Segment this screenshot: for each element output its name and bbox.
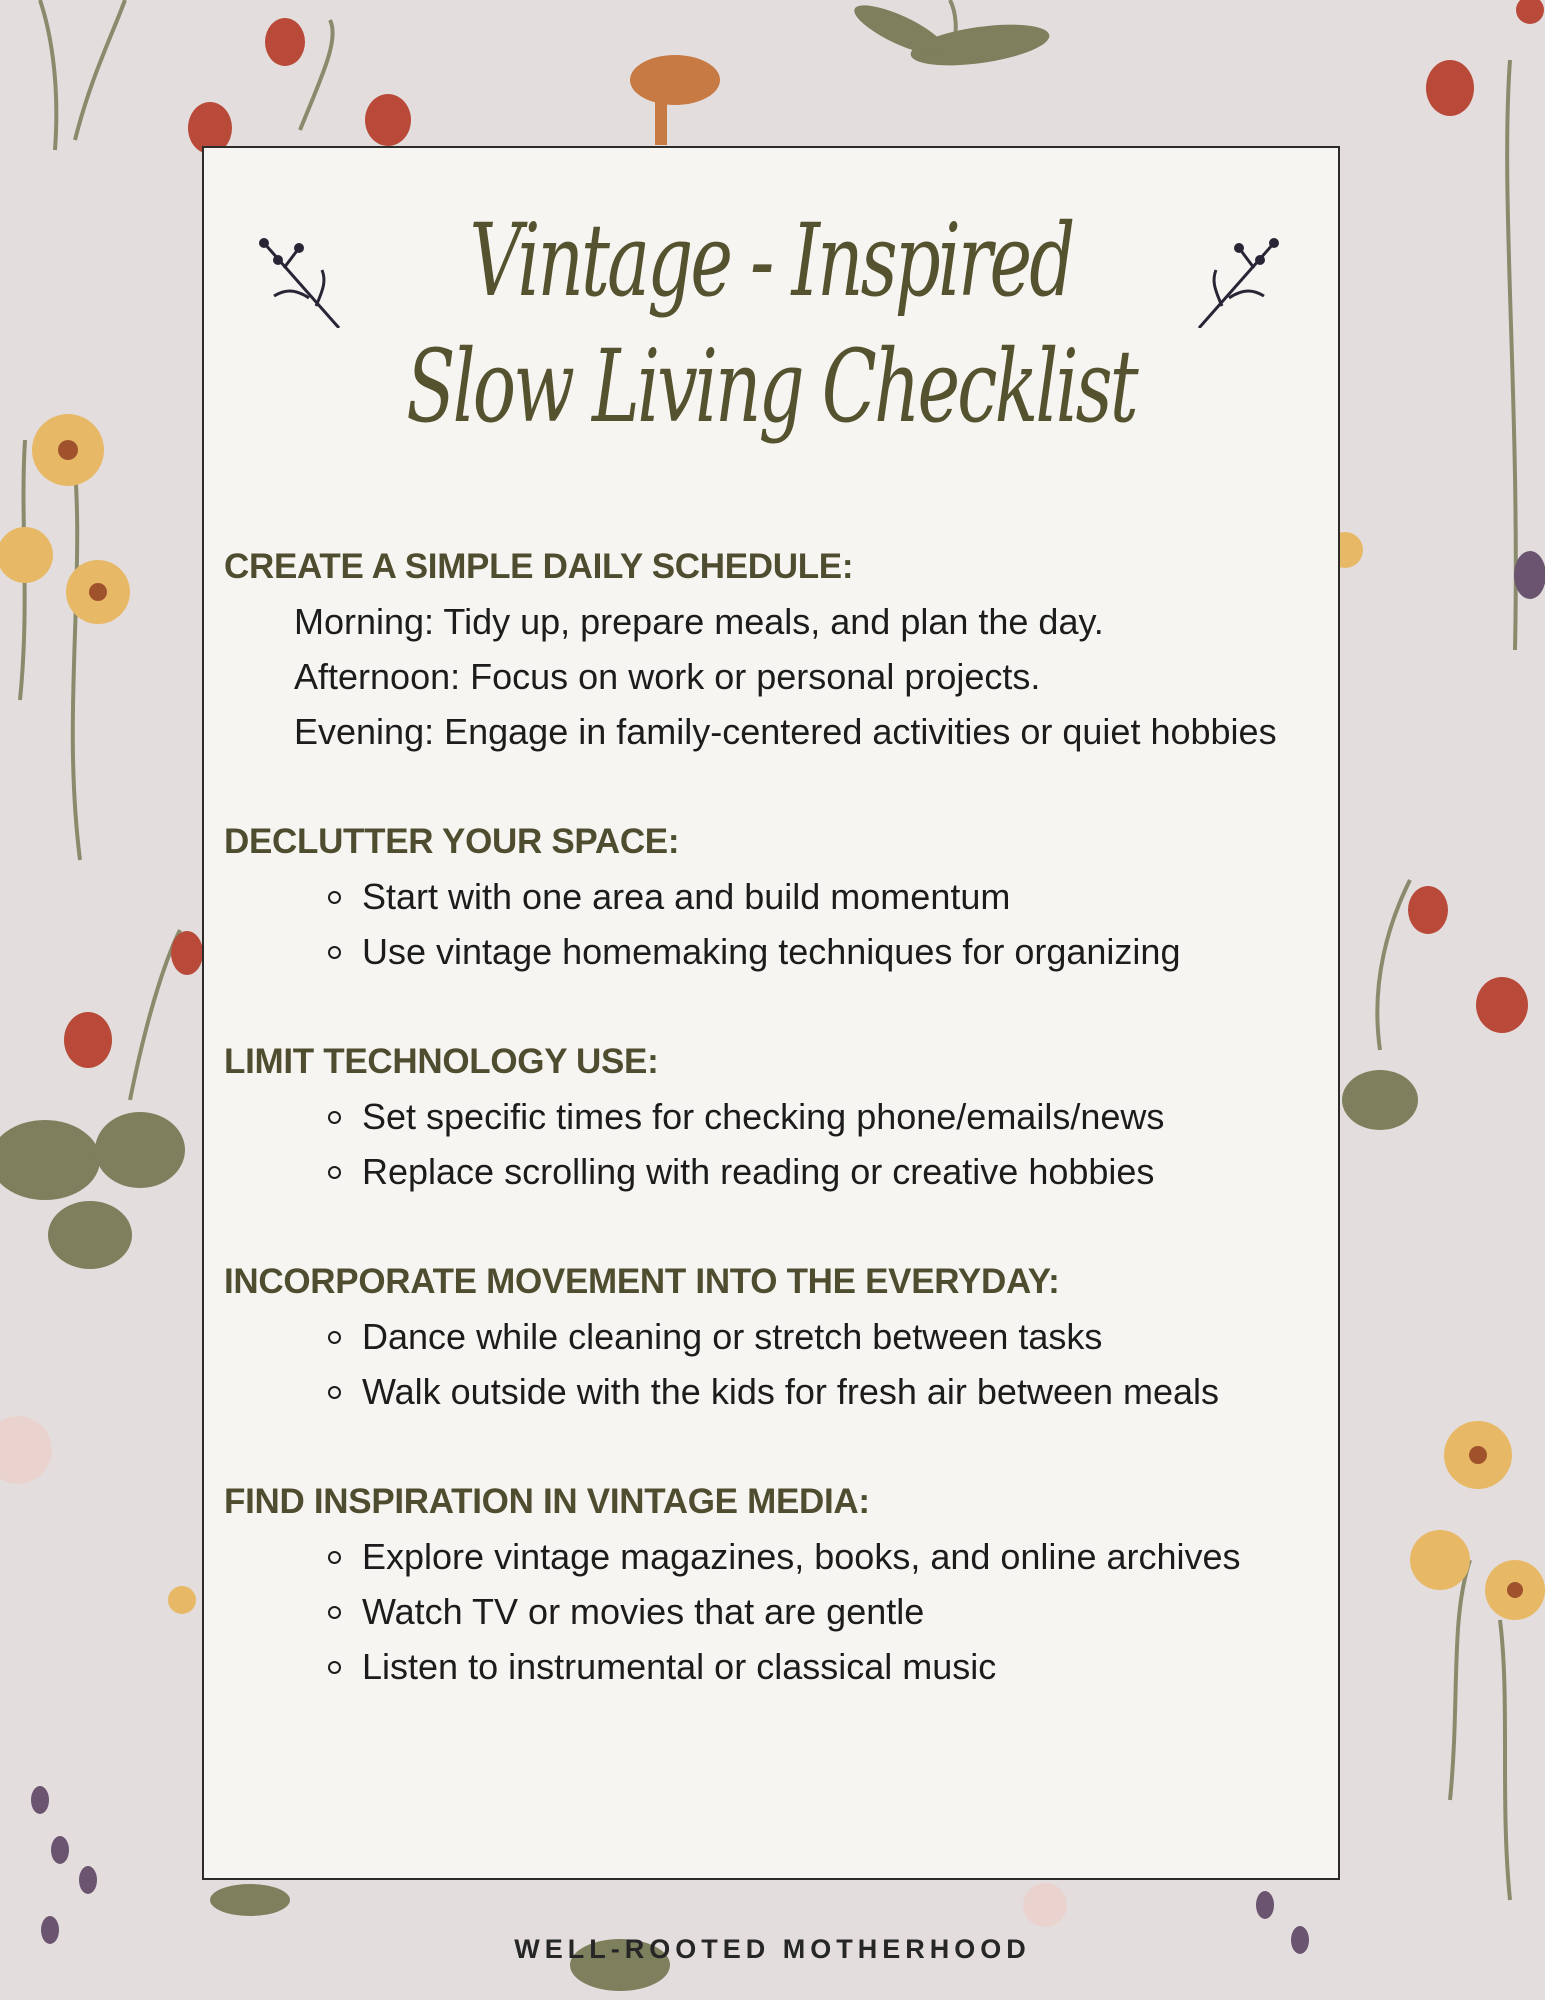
sprig-icon [254,228,344,328]
bullet-list [224,1089,1324,1199]
checklist-card [202,146,1340,1880]
section-limit-technology [224,1035,1324,1199]
list-item: Explore vintage magazines, books, and online archives [362,1529,1324,1584]
bullet-list [224,1529,1324,1694]
list-item: Use vintage homemaking techniques for organizing [362,924,1324,979]
section-heading: LIMIT TECHNOLOGY USE: [224,1042,659,1081]
list-item: Start with one area and build momentum [362,869,1324,924]
section-heading: DECLUTTER YOUR SPACE: [224,822,680,861]
list-item: Morning: Tidy up, prepare meals, and plan the day. [294,601,1104,642]
section-movement [224,1255,1324,1419]
section-vintage-media [224,1475,1324,1694]
list-item: Evening: Engage in family-centered activities or quiet hobbies [294,711,1277,752]
checklist-content [224,540,1324,1750]
page-title [363,198,1179,450]
footer-brand: WELL-ROOTED MOTHERHOOD [514,1934,1031,1964]
list-item: Listen to instrumental or classical music [362,1639,1324,1694]
section-heading: INCORPORATE MOVEMENT INTO THE EVERYDAY: [224,1262,1060,1301]
title-line-1: Vintage - Inspired [469,202,1073,319]
title-line-2: Slow Living Checklist [406,328,1136,445]
list-item: Afternoon: Focus on work or personal projects. [294,656,1041,697]
section-declutter [224,815,1324,979]
list-item: Dance while cleaning or stretch between tasks [362,1309,1324,1364]
section-daily-schedule [224,540,1324,759]
bullet-list [224,1309,1324,1419]
list-item: Watch TV or movies that are gentle [362,1584,1324,1639]
list-item: Replace scrolling with reading or creative hobbies [362,1144,1324,1199]
section-heading: CREATE A SIMPLE DAILY SCHEDULE: [224,547,854,586]
bullet-list [224,869,1324,979]
section-heading: FIND INSPIRATION IN VINTAGE MEDIA: [224,1482,870,1521]
list-item: Set specific times for checking phone/emails/news [362,1089,1324,1144]
sprig-icon [1194,228,1284,328]
list-item: Walk outside with the kids for fresh air between meals [362,1364,1324,1419]
schedule-list [224,594,1324,759]
